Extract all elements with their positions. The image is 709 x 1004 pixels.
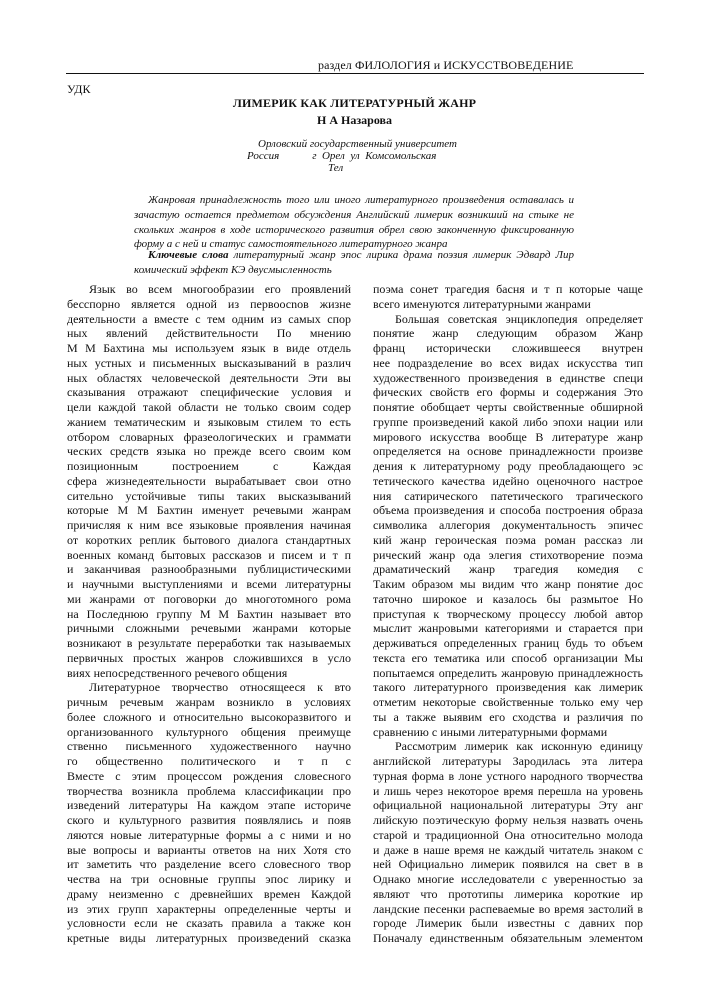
- text-line: мирового искусства вообще В литературе жанр: [373, 429, 643, 444]
- text-line: условности если не сказать правила а также кон: [67, 916, 351, 931]
- text-line: и даже в наше время не каждый читатель знаком с: [373, 842, 643, 857]
- text-line: чества на три основные группы эпос лирику и: [67, 872, 351, 886]
- text-line: официальной национальной литературы Эту анг: [373, 798, 643, 813]
- text-line: го общественно политического и т п с: [67, 754, 351, 768]
- text-line: первичных простых жанров сложившихся в усло: [67, 650, 351, 665]
- affiliation-address: Россия г Орел ул Комсомольская: [247, 150, 437, 162]
- text-line: Поначалу единственным обязательным элементом: [373, 931, 643, 945]
- text-line: понятие жанр следующим образом Жанр: [373, 326, 643, 341]
- text-line: ричным речевым жанрам возникло в условиях: [67, 695, 351, 709]
- text-line: Литературное творчество относящееся к вто: [89, 680, 351, 695]
- text-line: символика аллегория документальность эпичес: [373, 518, 643, 532]
- text-line: драматический жанр трагедия комедия с: [373, 562, 643, 577]
- text-line: Таким образом мы видим что жанр понятие дос: [373, 577, 643, 591]
- text-line: которые М М Бахтин именует речевыми жанрам: [67, 503, 351, 518]
- text-line: ней Официально лимерик появился на свет в в: [373, 857, 643, 872]
- text-line: жанием тематическим и языковым стилем то есть: [67, 414, 351, 429]
- text-line: виях непосредственного речевого общения: [67, 665, 288, 680]
- text-line: сказывания отражают специфические условия и: [67, 385, 351, 400]
- text-line: из этих групп характерны определенные черты и: [67, 901, 351, 916]
- text-line: кретные виды литературных произведений сказка: [67, 931, 351, 945]
- text-line: возникают в результате переработки так называемых: [67, 636, 351, 650]
- text-line: причисляя к ним все языковые проявления начиная: [67, 518, 351, 532]
- abstract-text: Жанровая принадлежность того или иного литературного произведения оставалась и зачастую остается предметом обсуждения Английский лимерик возникший на стыке не скольких жанров в ходе исторического развития обрел свою законченную фиксированную форму а с ней и статус самостоятельного литературного жанра: [134, 194, 574, 251]
- text-line: Большая советская энциклопедия определяет: [395, 311, 643, 326]
- text-line: тетического качества идейно оценочного настрое: [373, 473, 643, 488]
- text-line: ческих средств языка но прежде всего своим ком: [67, 444, 351, 459]
- text-line: от коротких реплик бытового диалога стандартных: [67, 532, 351, 547]
- text-line: ния сатирического патетического трагического: [373, 488, 643, 503]
- text-line: ляются новые литературные формы а с ними и но: [67, 827, 351, 842]
- text-line: Язык во всем многообразии его проявлений: [89, 282, 351, 296]
- section-header: раздел ФИЛОЛОГИЯ и ИСКУССТВОВЕДЕНИЕ: [318, 58, 574, 72]
- text-line: вые вопросы и варианты ответов на них Хотя сто: [67, 842, 351, 857]
- text-line: и научными выступлениями и всеми литературны: [67, 577, 351, 591]
- body-column-left: [67, 282, 351, 946]
- text-line: английской литературы Зародилась эта литера: [373, 754, 643, 768]
- text-line: Вместе с этим процессом рождения словесного: [67, 768, 351, 783]
- text-line: рический жанр ода элегия стихотворение поэма: [373, 547, 643, 562]
- text-line: определяется на основе принадлежности произве: [373, 444, 643, 459]
- text-line: сительно устойчивые типы таких высказываний: [67, 488, 351, 503]
- keywords: [134, 248, 574, 278]
- text-line: сравнению с иными литературными формами: [373, 724, 608, 739]
- text-line: сфера жизнедеятельности вырабатывает свои отно: [67, 473, 351, 488]
- text-line: ричными сложными речевыми жанрами которые: [67, 621, 351, 636]
- text-line: на Последнюю группу М М Бахтин называет вто: [67, 606, 351, 621]
- abstract: [134, 193, 574, 252]
- text-line: поэма сонет трагедия басня и т п которые чаще: [373, 282, 643, 296]
- text-line: ных устных и письменных высказываний в различ: [67, 355, 351, 370]
- text-line: более сложного и относительно высокоразвитого и: [67, 709, 351, 724]
- text-line: ных явлений действительности По мнению: [67, 326, 351, 341]
- text-line: текста его тематика или способ организации Мы: [373, 650, 643, 665]
- text-line: дения к литературному роду преобладающего эс: [373, 459, 643, 473]
- header-rule: [66, 73, 644, 74]
- text-line: держиваться определенных границ будь то объем: [373, 636, 643, 650]
- text-line: ландские песенки распеваемые во время застолий в: [373, 901, 643, 916]
- text-line: франц исторически сложившееся внутрен: [373, 341, 643, 355]
- text-line: деятельности а вместе с тем одним из самых спор: [67, 311, 351, 326]
- text-line: турная форма в лоне устного народного творчества: [373, 768, 643, 783]
- text-line: организованного культурного общения преимуще: [67, 724, 351, 739]
- text-line: городе Лимерик были известны с давних пор: [373, 916, 643, 931]
- text-line: всего именуются литературными жанрами: [373, 296, 591, 311]
- text-line: нее подразделение во всех видах искусства тип: [373, 355, 643, 370]
- text-line: ского и культурного развития появлялись и появ: [67, 813, 351, 827]
- text-line: ственно письменного художественного научно: [67, 739, 351, 754]
- text-line: отбором словарных фразеологических и граммати: [67, 429, 351, 444]
- affiliation-phone: Тел: [328, 162, 344, 174]
- text-line: ми жанрами от поговорки до многотомного рома: [67, 591, 351, 606]
- udk-label: УДК: [67, 82, 91, 96]
- text-line: Рассмотрим лимерик как исконную единицу: [395, 739, 643, 754]
- text-line: попытаемся определить жанровую принадлежность: [373, 665, 643, 680]
- keywords-label: Ключевые слова: [148, 249, 229, 261]
- affiliation-university: Орловский государственный университет: [258, 138, 457, 150]
- text-line: и заканчивая разнообразными публицистическими: [67, 562, 351, 577]
- text-line: лийскую поэтическую форму нельзя назвать очень: [373, 813, 643, 827]
- text-line: и лишь через некоторое время перешла на уровень: [373, 783, 643, 798]
- text-line: М М Бахтина мы используем язык в виде отдель: [67, 341, 351, 355]
- keywords-text: литературный жанр эпос лирика драма поэзия лимерик Эдвард Лир комический эффект КЭ двусмысленность: [134, 249, 574, 276]
- article-title: ЛИМЕРИК КАК ЛИТЕРАТУРНЫЙ ЖАНР: [232, 96, 477, 110]
- text-line: бесспорно является одной из первоосnов жизне: [67, 296, 351, 311]
- text-line: позиционным построением с Каждая: [67, 459, 351, 473]
- text-line: являют что прототипы лимерика короткие ир: [373, 886, 643, 901]
- text-line: фических свойств его формы и содержания Это: [373, 385, 643, 400]
- text-line: ты а также выявим его сходства и различия по: [373, 709, 643, 724]
- text-line: группе произведений какой либо эпохи нации или: [373, 414, 643, 429]
- text-line: творчества возникла проблема классификации про: [67, 783, 351, 798]
- text-line: цели каждой такой области не только своим содер: [67, 400, 351, 414]
- text-line: старой и традиционной Она относительно молода: [373, 827, 643, 842]
- body-column-right: [373, 282, 643, 946]
- text-line: кий жанр героическая поэма роман рассказ ли: [373, 532, 643, 547]
- text-line: ит заметить что разделение всего словесного твор: [67, 857, 351, 872]
- article-author: Н А Назарова: [316, 113, 392, 127]
- text-line: Однако многие исследователи с уверенностью за: [373, 872, 643, 886]
- text-line: приступая к творческому процессу любой автор: [373, 606, 643, 621]
- text-line: военных команд бытовых рассказов и писем и т п: [67, 547, 351, 562]
- text-line: понятие обобщает черты свойственные обширной: [373, 400, 643, 414]
- text-line: мыслит жанровыми категориями и старается при: [373, 621, 643, 636]
- text-line: объема произведения и способа построения образа: [373, 503, 643, 518]
- text-line: ных областях человеческой деятельности Эти вы: [67, 370, 351, 385]
- text-line: художественного произведения в единстве специ: [373, 370, 643, 385]
- text-line: таточно широкое и казалось бы размытое Но: [373, 591, 643, 606]
- text-line: такого литературного произведения как лимерик: [373, 680, 643, 695]
- text-line: изведений литературы На каждом этапе историче: [67, 798, 351, 813]
- text-line: драму неизменно с древнейших времен Каждой: [67, 886, 351, 901]
- text-line: отметим некоторые свойственные только ему чер: [373, 695, 643, 709]
